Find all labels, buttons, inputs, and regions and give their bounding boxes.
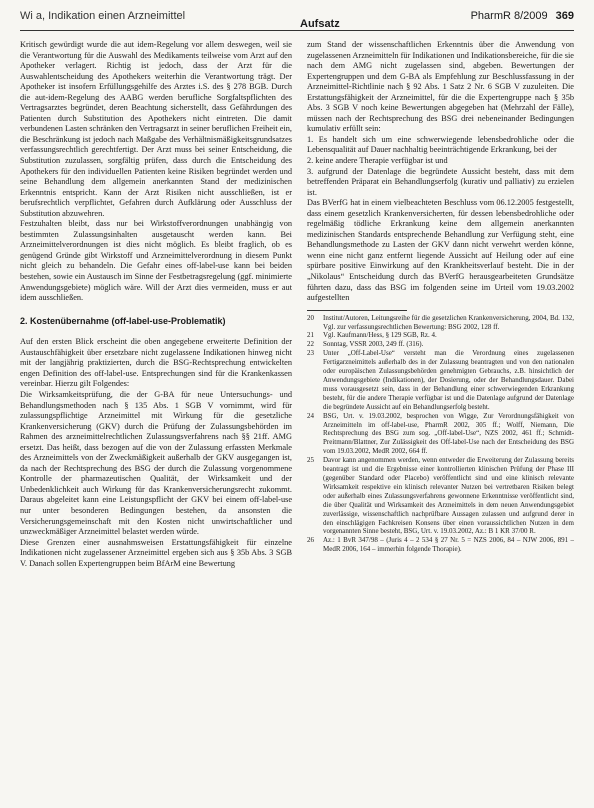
footnote-text: BSG, Urt. v. 19.03.2002, besprochen von Wigge, Zur Verordnungsfähigkeit von Arzneimitteln im off-label-use, PharmR 2002, 305 ff.; Wolff, Niemann, Die Rechtsprechung des BSG zum sog. „Off-label-Use“, NZS 2002, 461 ff.; Schmidt-Preitmann/Blattner, Zur Zulässigkeit des Off-label-Use nach der Entscheidung des BSG vom 19.03.2002, MedR 2002, 664 ff. xyxy=(323,411,574,456)
footnote xyxy=(307,536,574,554)
list-item: 3. aufgrund der Datenlage die begründete Aussicht besteht, dass mit dem betreffenden Präparat ein Behandlungserfolg (kurativ und palliativ) zu erzielen ist. xyxy=(307,166,574,197)
page-header xyxy=(20,6,574,30)
footnote-text: Sonntag, VSSR 2003, 249 ff. (316). xyxy=(323,340,424,349)
footnote-number: 25 xyxy=(307,456,314,465)
body-paragraph: Die Wirksamkeitsprüfung, die der G-BA für neue Untersuchungs- und Behandlungsmethoden nach § 135 Abs. 1 SGB V vornimmt, wird für zulassungspflichtige Arzneimittel mit Wirkung für die gesetzliche Krankenversicherung (GKV) durch die Prüfung der Zulassungsbehörden im Rahmen des arzneimittelrechtlichen Zulassungsverfahrens nach §§ 21ff. AMG ersetzt. Das heißt, dass bezogen auf die von der Zulassung erfassten Merkmale des Arzneimittels von der Zweckmäßigkeit außerhalb der GKV ausgegangen ist, da nach der Rechtsprechung des BSG der durch die Zulassung vorgenommene Kontrolle der pharmazeutischen Qualität, der Wirksamkeit und der Unbedenklichkeit auch Wirkung für das Krankenversicherungsrecht zukommt. Daraus abgeleitet kann eine Leistungspflicht der GKV bei einem off-label-use nur unter besonderen Bedingungen bestehen, da ansonsten die Versicherungsgemeinschaft mit den Kosten nicht unwirtschaftlicher und unzweckmäßiger Arzneimittel belastet werden würde. xyxy=(20,389,292,537)
footnote-text: Unter „Off-Label-Use“ versteht man die Verordnung eines zugelassenen Fertigarzneimittels außerhalb des in der Zulassung beantragten und von den nationalen oder europäischen Zulassungsbehörden genehmigten Gebrauchs, z.B. hinsichtlich der Anwendungsgebiete (Indikationen), der Dosierung, oder der Behandlungsdauer. Dabei muss vorausgesetzt sein, dass in der Behandlung einer schwerwiegenden Erkrankung besteht, für die andere Therapie verfügbar ist und die Datenlage aufgrund der Datenlage die begründete Aussicht auf ein Behandlungserfolg besteht. xyxy=(323,349,574,411)
body-paragraph: Festzuhalten bleibt, dass nur bei Wirkstoffverordnungen unabhängig von bestimmten Zulassungsinhalten ausgetauscht werden kann. Bei Arzneimittelverordnungen ist dies nicht möglich. Es bleibt fraglich, ob es genügend Gründe gibt Wirkstoff und Arzneimittelverordnung in diesem Punkt nicht gleich zu behandeln. Die Gefahr eines off-label-use kann bei beiden bestehen, sowie ein Austausch im Sinne der Festbetragsregelung (ggf. minimierte Anwendungsgebiete) möglich wäre. Will der Arzt dies vermeiden, muss er aut idem ausschließen. xyxy=(20,219,292,303)
footnote-text: Institut/Autoren, Leitungsreihe für die gesetzlichen Krankenversicherung, 2004, Bd. 132, Vgl. zur verfassungsrechtlichen Bewertung: BSG 2002, 128 ff. xyxy=(323,313,574,331)
section-heading: 2. Kostenübernahme (off-label-use-Problematik) xyxy=(20,315,226,326)
list-item: 1. Es handelt sich um eine schwerwiegende lebensbedrohliche oder die Lebensqualität auf Dauer nachhaltig beeinträchtigende Erkrankung, bei der xyxy=(307,134,574,155)
footnote xyxy=(307,412,574,457)
footnote-number: 20 xyxy=(307,313,314,322)
running-title: Wi a, Indikation einen Arzneimittel xyxy=(20,10,186,22)
body-paragraph: Auf den ersten Blick erscheint die oben angegebene erweiterte Definition der Austauschfähigkeit über ersetzbare nicht zugelassene Indikationen hinweg nicht mit der langjährig praktizierten, durch die BSG-Rechtsprechung entwickelten engen Definition des off-label-use. Entsprechungen sind für die Krankenkassen vereinbar. Hierzu gilt Folgendes: xyxy=(20,337,292,389)
journal-name: PharmR 8/2009 xyxy=(470,10,548,22)
body-paragraph: Diese Grenzen einer ausnahmsweisen Erstattungsfähigkeit für einzelne Indikationen nicht zugelassener Arzneimittel ergeben sich aus § 35b Abs. 3 SGB V. Danach sollen Expertengruppen beim BfArM eine Bewertung xyxy=(20,537,292,568)
footnote xyxy=(307,340,574,349)
footnote-number: 21 xyxy=(307,331,314,340)
body-paragraph: Das BVerfG hat in einem vielbeachteten Beschluss vom 06.12.2005 festgestellt, dass einem gesetzlich Krankenversicherten, für dessen lebensbedrohliche oder regelmäßig tödliche Erkrankung keine dem allgemein anerkannten medizinischen Standards entsprechende Behandlung zur Verfügung steht, eine Behandlungsmethode zu Lasten der GKV dann nicht verwehrt werden könne, wenn eine nicht ganz entfernt liegende Aussicht auf Heilung oder auf eine spürbare positive Einwirkung auf den Krankheitsverlauf besteht. Die in der „Nikolaus“ Entscheidung durch das BVerfG herausgearbeiteten Grundsätze führten dazu, dass das BSG im folgenden seine im Urteil vom 19.03.2002 aufgestellten xyxy=(307,198,574,303)
conditions-list xyxy=(307,135,574,198)
journal-info xyxy=(471,10,574,22)
footnote-number: 26 xyxy=(307,536,314,545)
header-rule xyxy=(20,30,574,31)
footnote xyxy=(307,349,574,411)
list-item: 2. keine andere Therapie verfügbar ist und xyxy=(307,156,448,166)
section-label: Aufsatz xyxy=(300,18,340,30)
footnote-number: 22 xyxy=(307,340,314,349)
footnote-rule xyxy=(307,310,407,311)
footnote xyxy=(307,331,574,340)
footnote xyxy=(307,456,574,536)
right-column xyxy=(307,40,574,800)
body-paragraph: zum Stand der wissenschaftlichen Erkenntnis über die Anwendung von zugelassenen Arzneimitteln für Indikationen und Indikationsbereiche, für die sie nach dem AMG nicht zugelassen sind, abgeben. Bewertungen der Expertengruppen und dem G-BA als Empfehlung zur Beschlussfassung in der Arzneimittel-Richtlinie nach § 92 Abs. 1 Satz 2 Nr. 6 SGB V zuzuleiten. Die Erstattungsfähigkeit der Arzneimittel, für die die Expertengruppe nach § 35b Abs. 3 SGB V noch keine Bewertungen abgegeben hat (Mehrzahl der Fälle), müssen nach der Rechtsprechung des BSG drei nebeneinander Bedingungen kumulativ erfüllt sein: xyxy=(307,40,574,134)
body-paragraph: Kritisch gewürdigt wurde die aut idem-Regelung vor allem deswegen, weil sie die Verantwortung für die Auswahl des Medikaments teilweise vom Arzt auf den Apotheker verlagert. Richtig ist jedoch, dass der Arzt für die Auswahlentscheidung des Apothekers weiterhin die Verantwortung trägt. Der Apotheker ist insofern Erfüllungsgehilfe des Arztes i.S. des § 278 BGB. Durch die aut-idem-Regelung des AABG werden berufliche Sorgfaltspflichten des Vertragsarztes begründet, deren Beachtung sicherstellt, dass Gefährdungen des Patienten durch Substitution des Apothekers nicht eintreten. Die damit verbundenen Lasten schränken den Vertragsarzt in seiner beruflichen Freiheit ein, die Beschränkung ist jedoch nach Maßgabe des Verhältnismäßigkeitsgrundsatzes verfassungsrechtlich gerechtfertigt. Der Arzt muss bei seiner Entscheidung, die Substitution zuzulassen, sorgfältig prüfen, dass durch die Entscheidung des Apothekers für den individuellen Patienten keine Risiken begründet werden und seine Behandlung dem allgemein anerkannten Stand der medizinischen Erkenntnis entspricht. Kann der Arzt Risiken nicht ausschließen, ist er berufsrechtlich verpflichtet, Gefahren durch Aufklärung oder Ausschluss der Substitution abzuwehren. xyxy=(20,40,292,218)
footnote-text: Davor kann angenommen werden, wenn entweder die Erweiterung der Zulassung bereits beantragt ist und die Ergebnisse einer kontrollierten klinischen Prüfung der Phase III (gegenüber Standard oder Placebo) veröffentlicht sind und eine klinisch relevante Wirksamkeit respektive ein klinisch relevanter Nutzen bei vertretbaren Risiken belegt oder außerhalb eines Zulassungsverfahrens gewonnene Erkenntnisse veröffentlicht sind, die über Qualität und Wirksamkeit des Arzneimittels in dem neuen Anwendungsgebiet zuverlässige, wissenschaftlich nachprüfbare Aussagen zulassen und aufgrund derer in den einschlägigen Fachkreisen Konsens über einen voraussichtlichen Nutzen in dem vorgenannten Sinne besteht, BSG, Urt. v. 19.03.2002, Az.: B 1 KR 37/00 R. xyxy=(323,456,574,536)
page-number: 369 xyxy=(555,10,574,22)
footnote xyxy=(307,314,574,332)
footnote-text: Vgl. Kaufmann/Hess, § 129 SGB, Rz. 4. xyxy=(323,331,437,340)
footnote-number: 23 xyxy=(307,349,314,358)
footnote-number: 24 xyxy=(307,411,314,420)
left-column xyxy=(20,40,292,800)
footnotes xyxy=(307,314,574,554)
footnote-text: Az.: 1 BvR 347/98 – (Juris 4 – 2 534 § 27 Nr. 5 = NZS 2006, 84 – NJW 2006, 891 – MedR 2006, 164 – immerhin folgende Thorapie). xyxy=(323,536,574,554)
